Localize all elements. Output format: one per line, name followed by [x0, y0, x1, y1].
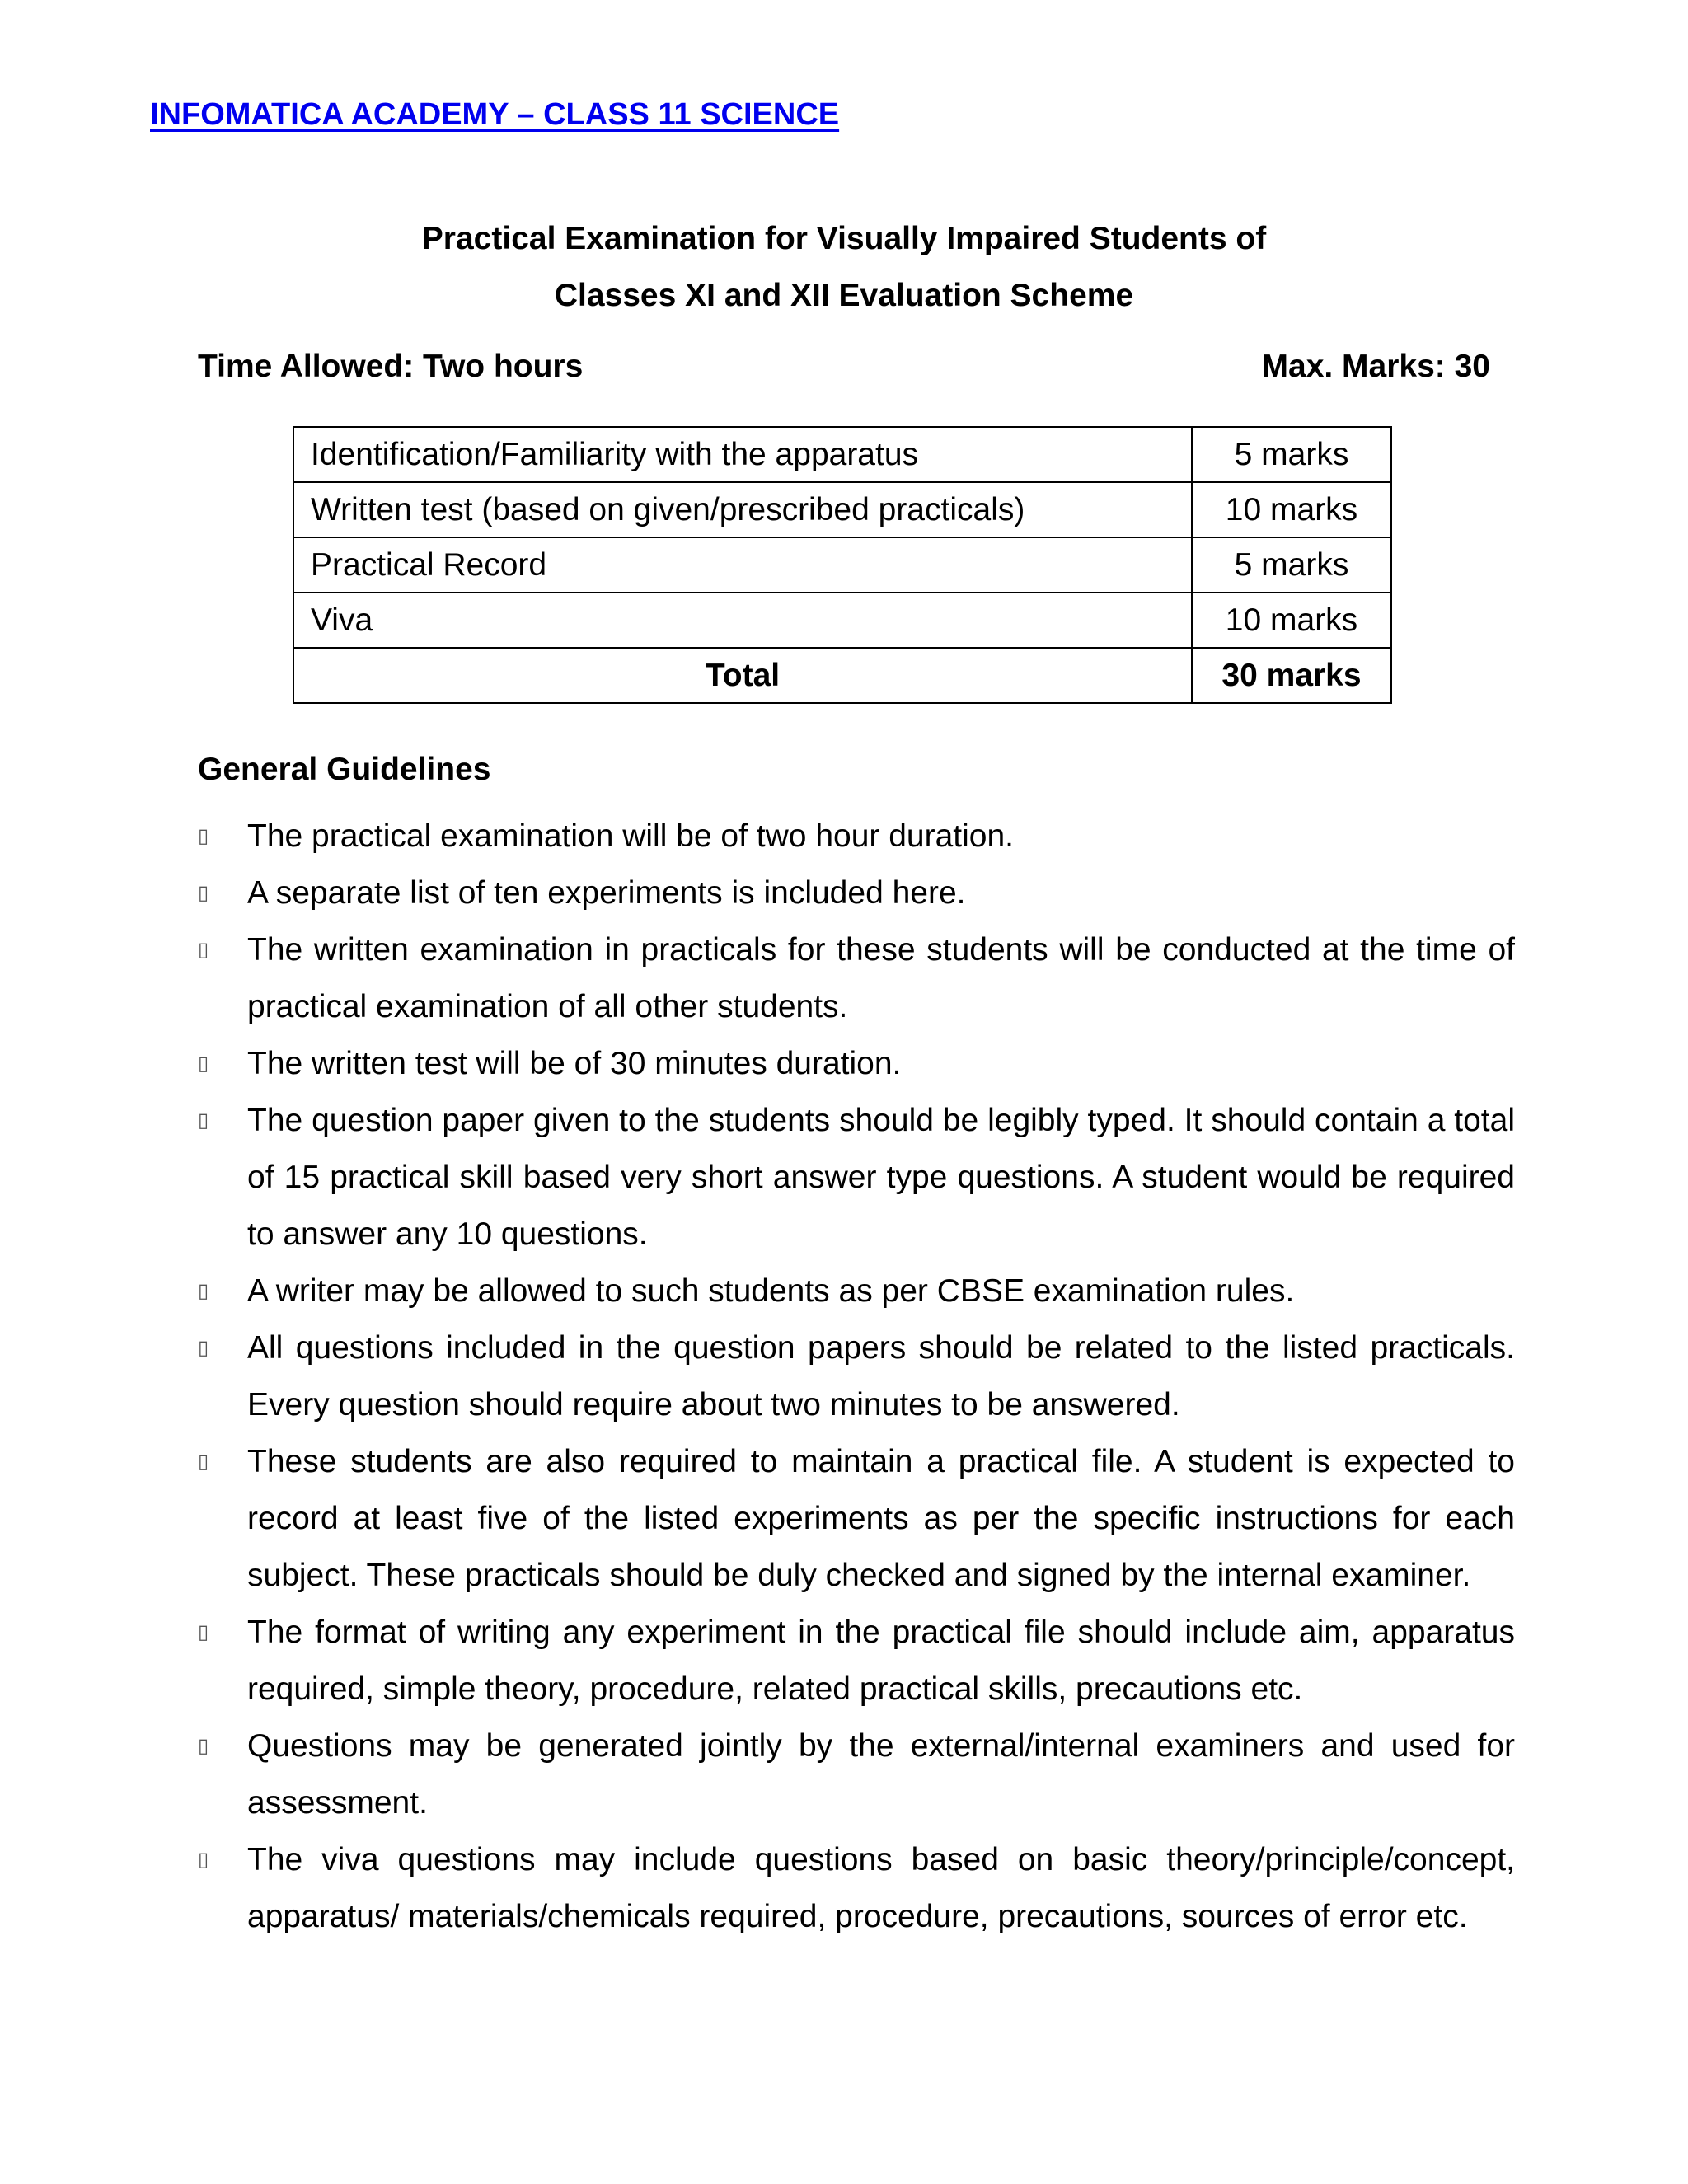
table-cell-marks: 5 marks	[1192, 427, 1391, 482]
bullet-icon: ▯	[198, 1451, 209, 1473]
evaluation-scheme-table	[293, 426, 1392, 704]
bullet-icon: ▯	[198, 939, 209, 961]
list-item	[198, 1092, 1515, 1263]
table-row	[293, 482, 1391, 537]
table-cell-item: Written test (based on given/prescribed practicals)	[293, 482, 1192, 537]
bullet-icon: ▯	[198, 1849, 209, 1871]
bullet-icon: ▯	[198, 882, 209, 904]
table-cell-item: Viva	[293, 593, 1192, 648]
list-item-text: A writer may be allowed to such students as per CBSE examination rules.	[247, 1273, 1295, 1309]
bullet-icon: ▯	[198, 1621, 209, 1643]
table-total-row	[293, 648, 1391, 703]
list-item	[198, 865, 1515, 921]
list-item-text: Questions may be generated jointly by the external/internal examiners and used for assessment.	[247, 1728, 1515, 1821]
guidelines-list	[198, 808, 1515, 1945]
bullet-icon: ▯	[198, 1109, 209, 1132]
table-cell-marks: 10 marks	[1192, 593, 1391, 648]
list-item	[198, 1718, 1515, 1831]
table-row	[293, 593, 1391, 648]
document-title-line-1: Practical Examination for Visually Impaired Students of	[421, 221, 1267, 256]
table-cell-item: Identification/Familiarity with the apparatus	[293, 427, 1192, 482]
table-cell-marks: 10 marks	[1192, 482, 1391, 537]
table-row	[293, 537, 1391, 593]
list-item-text: These students are also required to maintain a practical file. A student is expected to record at least five of the listed experiments as per the specific instructions for each subject. These practicals should be duly checked and signed by the internal examiner.	[247, 1444, 1515, 1593]
list-item-text: The question paper given to the students should be legibly typed. It should contain a total of 15 practical skill based very short answer type questions. A student would be required to answer any 10 questions.	[247, 1103, 1515, 1252]
list-item	[198, 1433, 1515, 1604]
list-item	[198, 1319, 1515, 1433]
list-item-text: The written test will be of 30 minutes duration.	[247, 1046, 902, 1081]
table-row	[293, 427, 1391, 482]
table-cell-item: Practical Record	[293, 537, 1192, 593]
list-item	[198, 1604, 1515, 1718]
list-item-text: The format of writing any experiment in the practical file should include aim, apparatus required, simple theory, procedure, related practical skills, precautions etc.	[247, 1615, 1515, 1707]
section-heading-guidelines: General Guidelines	[198, 752, 491, 787]
time-allowed: Time Allowed: Two hours	[198, 349, 584, 384]
table-total-marks: 30 marks	[1192, 648, 1391, 703]
list-item	[198, 808, 1515, 865]
document-title-line-2: Classes XI and XII Evaluation Scheme	[554, 278, 1134, 313]
table-total-label: Total	[293, 648, 1192, 703]
bullet-icon: ▯	[198, 825, 209, 847]
bullet-icon: ▯	[198, 1280, 209, 1302]
list-item	[198, 1035, 1515, 1092]
bullet-icon: ▯	[198, 1052, 209, 1075]
bullet-icon: ▯	[198, 1735, 209, 1757]
list-item	[198, 1831, 1515, 1945]
list-item-text: The written examination in practicals for these students will be conducted at the time of practical examination of all other students.	[247, 932, 1515, 1024]
list-item	[198, 1263, 1515, 1319]
max-marks: Max. Marks: 30	[1261, 349, 1490, 384]
list-item	[198, 921, 1515, 1035]
list-item-text: The practical examination will be of two hour duration.	[247, 818, 1014, 854]
bullet-icon: ▯	[198, 1337, 209, 1359]
list-item-text: A separate list of ten experiments is included here.	[247, 875, 966, 911]
table-cell-marks: 5 marks	[1192, 537, 1391, 593]
list-item-text: The viva questions may include questions based on basic theory/principle/concept, apparatus/ materials/chemicals required, procedure, precautions, sources of error etc.	[247, 1842, 1515, 1934]
list-item-text: All questions included in the question papers should be related to the listed practicals. Every question should require about two minutes to be answered.	[247, 1330, 1515, 1422]
header-link[interactable]: INFOMATICA ACADEMY – CLASS 11 SCIENCE	[150, 97, 840, 132]
